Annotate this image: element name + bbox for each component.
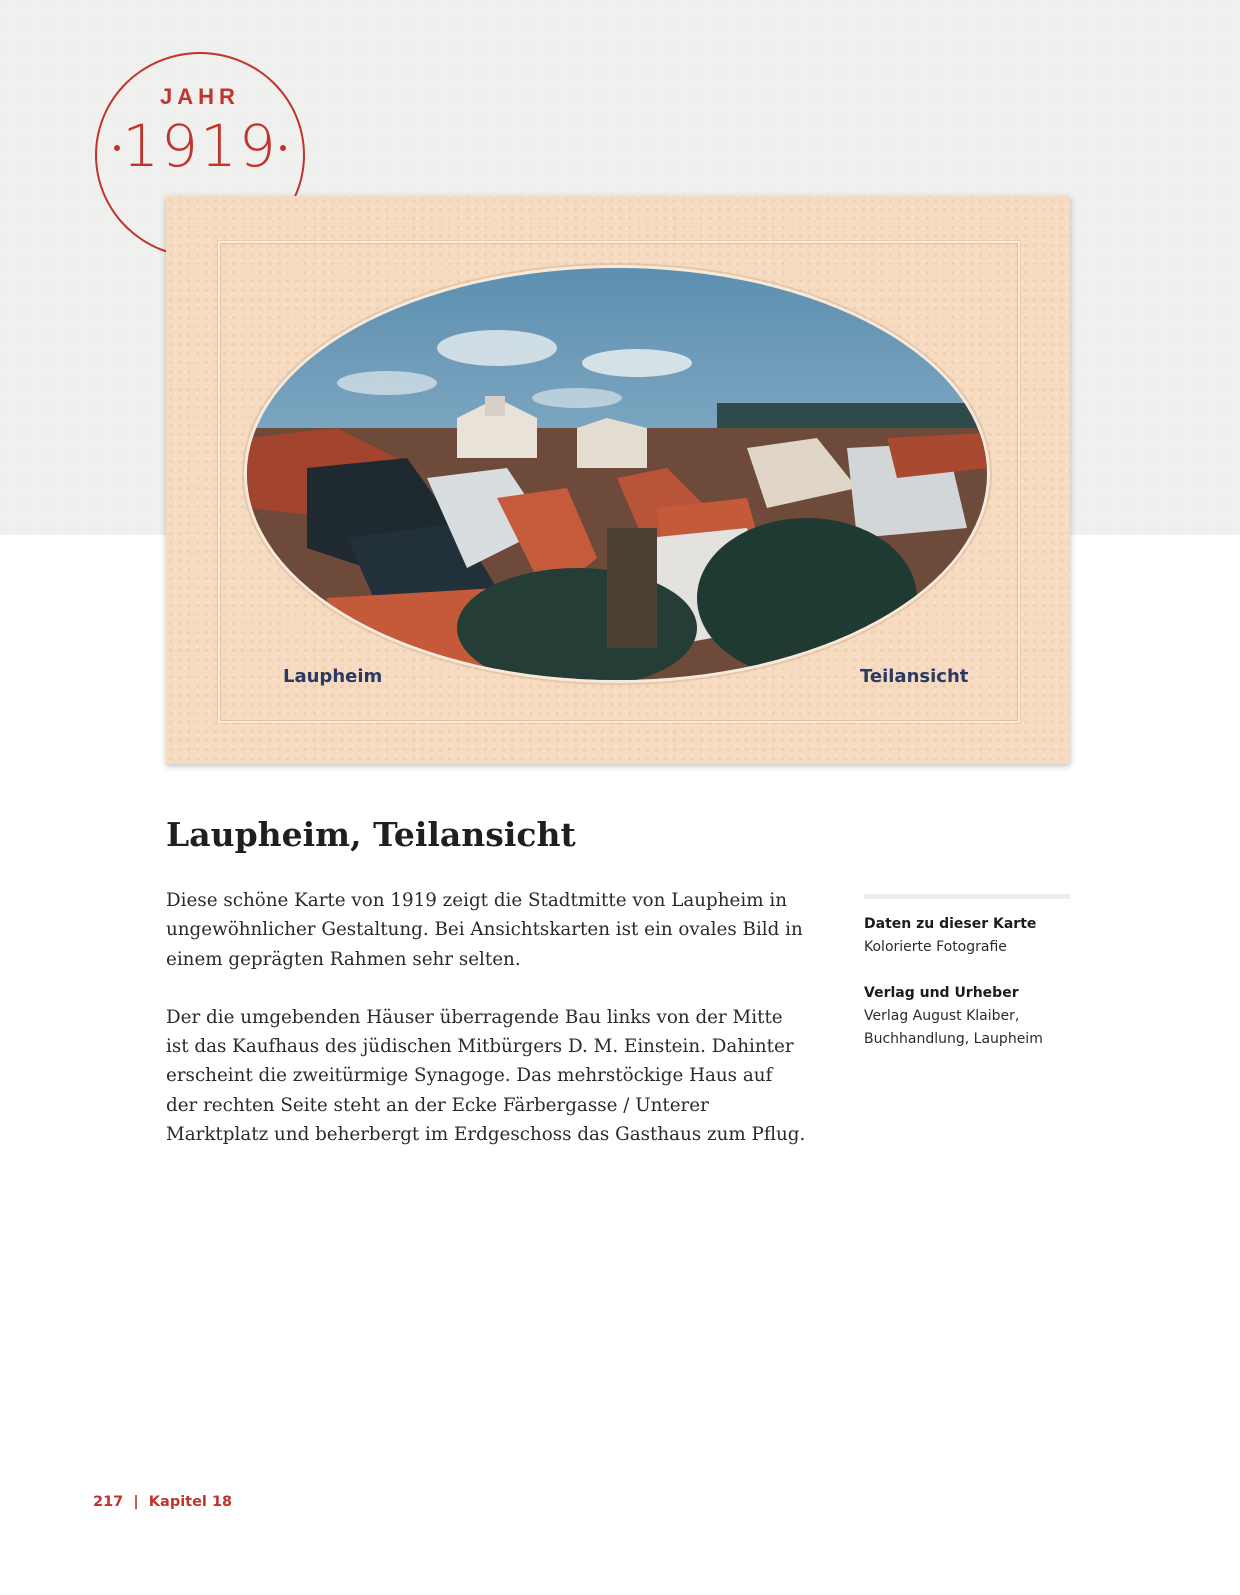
town-view-illustration bbox=[247, 268, 987, 680]
card-data-heading: Daten zu dieser Karte bbox=[864, 916, 1037, 932]
card-data-block bbox=[864, 913, 1070, 959]
page-title: Laupheim, Teilansicht bbox=[166, 815, 576, 854]
footer-separator: | bbox=[133, 1494, 139, 1510]
publisher-line-2: Buchhandlung, Laupheim bbox=[864, 1031, 1043, 1047]
page-footer bbox=[93, 1494, 232, 1510]
stamp-year: 1919 bbox=[122, 112, 278, 180]
stamp-label: JAHR bbox=[160, 84, 240, 109]
paragraph-2: Der die umgebenden Häuser überragende Bau links von der Mitte ist das Kaufhaus des jüdischen Mitbürgers D. M. Einstein. Dahinter erscheint die zweitürmige Synagoge. Das mehrstöckige Haus auf der rechten Seite steht an der Ecke Färbergasse / Unterer Marktplatz und beherbergt im Erdgeschoss das Gasthaus zum Pflug. bbox=[166, 1006, 806, 1146]
postcard-caption-right: Teilansicht bbox=[860, 666, 969, 687]
publisher-heading: Verlag und Urheber bbox=[864, 985, 1019, 1001]
publisher-line-1: Verlag August Klaiber, bbox=[864, 1008, 1020, 1024]
page-number: 217 bbox=[93, 1494, 124, 1510]
card-data-value: Kolorierte Fotografie bbox=[864, 939, 1007, 955]
postcard-image bbox=[166, 196, 1070, 764]
article-body bbox=[166, 886, 806, 1178]
card-info-sidebar bbox=[864, 894, 1070, 1074]
stamp-dot-right bbox=[280, 145, 286, 151]
oval-town-photo bbox=[247, 268, 987, 680]
postcard-caption-left: Laupheim bbox=[283, 666, 383, 687]
paragraph-1: Diese schöne Karte von 1919 zeigt die Stadtmitte von Laupheim in ungewöhnlicher Gestaltung. Bei Ansichtskarten ist ein ovales Bild in einem geprägten Rahmen sehr selten. bbox=[166, 890, 803, 970]
publisher-block bbox=[864, 982, 1070, 1051]
chapter-label: Kapitel 18 bbox=[148, 1494, 233, 1510]
